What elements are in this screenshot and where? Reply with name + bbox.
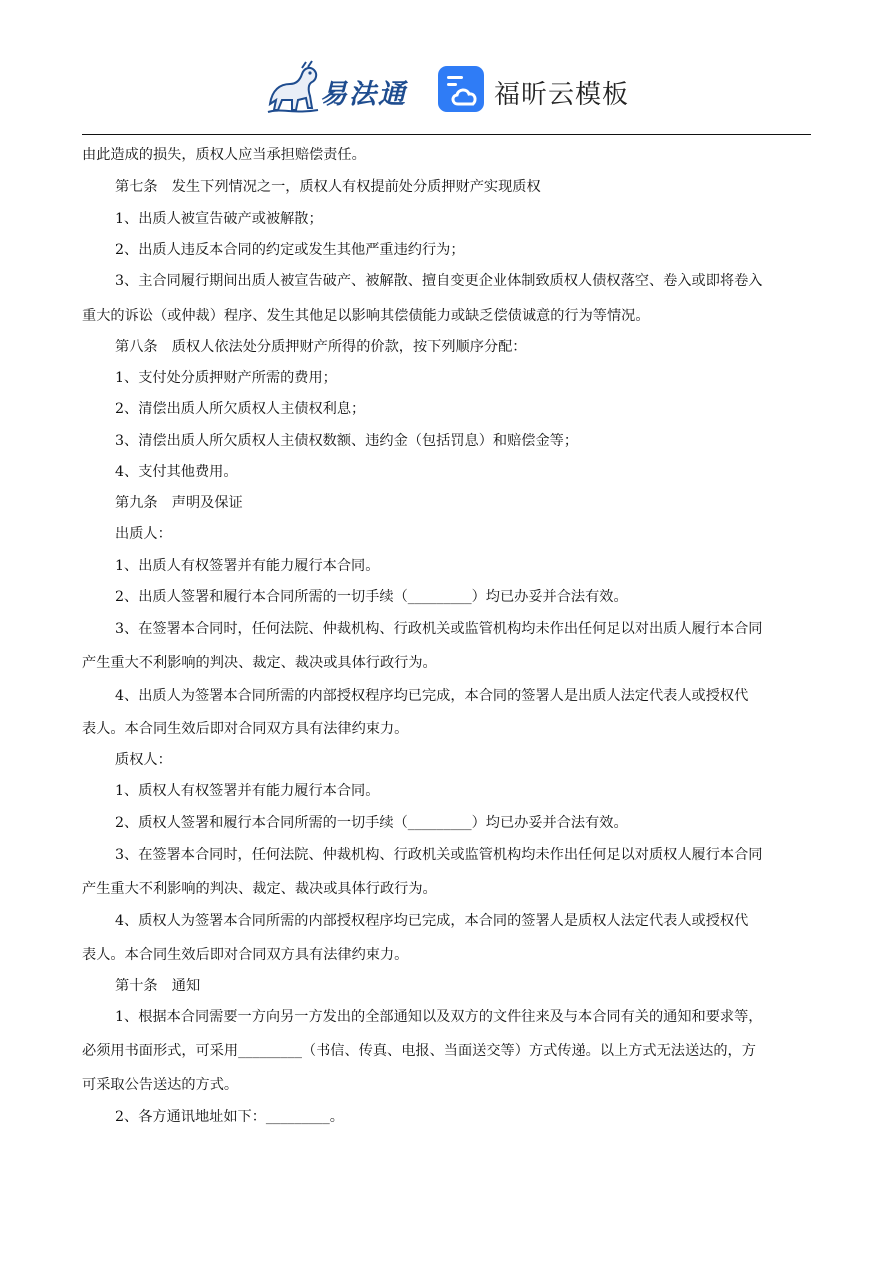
paragraph-line: 第十条 通知: [115, 978, 201, 994]
paragraph-line: 产生重大不利影响的判决、裁定、裁决或具体行政行为。: [82, 655, 437, 671]
page-header: [0, 58, 893, 122]
paragraph-line: 第七条 发生下列情况之一，质权人有权提前处分质押财产实现质权: [115, 179, 541, 195]
paragraph-line: 出质人：: [115, 526, 172, 542]
paragraph-line: 2、出质人违反本合同的约定或发生其他严重违约行为；: [115, 242, 465, 258]
paragraph-line: 3、清偿出质人所欠质权人主债权数额、违约金（包括罚息）和赔偿金等；: [115, 433, 579, 449]
paragraph-line: 1、出质人有权签署并有能力履行本合同。: [115, 558, 380, 574]
qilin-mascot-icon: [262, 60, 324, 118]
paragraph-line: 表人。本合同生效后即对合同双方具有法律约束力。: [82, 947, 409, 963]
paragraph-line: 1、支付处分质押财产所需的费用；: [115, 370, 337, 386]
fuxin-cloud-template-logo: [436, 64, 656, 118]
paragraph-line: 1、根据本合同需要一方向另一方发出的全部通知以及双方的文件往来及与本合同有关的通知和要求等，: [115, 1009, 763, 1025]
yifatong-brand-text: 易法通: [320, 79, 407, 110]
paragraph-line: 2、各方通讯地址如下：_________。: [115, 1109, 344, 1125]
paragraph-line: 表人。本合同生效后即对合同双方具有法律约束力。: [82, 721, 409, 737]
paragraph-line: 2、清偿出质人所欠质权人主债权利息；: [115, 401, 366, 417]
cloud-document-icon: [436, 64, 486, 114]
paragraph-line: 3、在签署本合同时，任何法院、仲裁机构、行政机关或监管机构均未作出任何足以对出质人履行本合同: [115, 621, 763, 637]
paragraph-line: 3、主合同履行期间出质人被宣告破产、被解散、擅自变更企业体制致质权人债权落空、卷入或即将卷入: [115, 273, 763, 289]
paragraph-line: 1、出质人被宣告破产或被解散；: [115, 211, 323, 227]
header-divider: [82, 134, 811, 135]
fuxin-brand-text: 福昕云模板: [494, 80, 630, 110]
paragraph-line: 第九条 声明及保证: [115, 495, 243, 511]
paragraph-line: 质权人：: [115, 752, 172, 768]
paragraph-line: 第八条 质权人依法处分质押财产所得的价款，按下列顺序分配：: [115, 339, 527, 355]
paragraph-line: 重大的诉讼（或仲裁）程序、发生其他足以影响其偿债能力或缺乏偿债诚意的行为等情况。: [82, 308, 650, 324]
paragraph-line: 由此造成的损失，质权人应当承担赔偿责任。: [82, 147, 366, 163]
paragraph-line: 必须用书面形式，可采用_________（书信、传真、电报、当面送交等）方式传递。以上方式无法送达的，方: [82, 1043, 756, 1059]
paragraph-line: 2、质权人签署和履行本合同所需的一切手续（_________）均已办妥并合法有效。: [115, 815, 628, 831]
paragraph-line: 4、质权人为签署本合同所需的内部授权程序均已完成，本合同的签署人是质权人法定代表人或授权代: [115, 913, 749, 929]
yifatong-logo: [262, 58, 422, 118]
paragraph-line: 可采取公告送达的方式。: [82, 1077, 239, 1093]
paragraph-line: 3、在签署本合同时，任何法院、仲裁机构、行政机关或监管机构均未作出任何足以对质权人履行本合同: [115, 847, 763, 863]
paragraph-line: 4、出质人为签署本合同所需的内部授权程序均已完成，本合同的签署人是出质人法定代表人或授权代: [115, 688, 749, 704]
paragraph-line: 2、出质人签署和履行本合同所需的一切手续（_________）均已办妥并合法有效。: [115, 589, 628, 605]
paragraph-line: 产生重大不利影响的判决、裁定、裁决或具体行政行为。: [82, 881, 437, 897]
paragraph-line: 4、支付其他费用。: [115, 464, 238, 480]
paragraph-line: 1、质权人有权签署并有能力履行本合同。: [115, 783, 380, 799]
